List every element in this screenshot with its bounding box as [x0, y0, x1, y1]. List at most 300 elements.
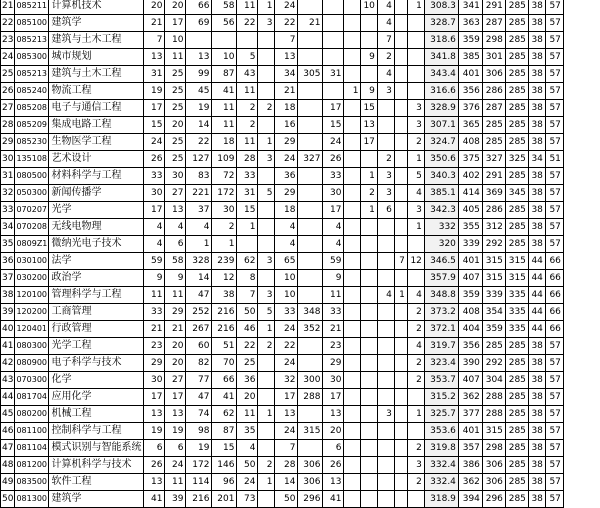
- value-cell: 13: [275, 406, 298, 423]
- value-cell: 13: [323, 474, 344, 491]
- major-name-cell: 控制科学与工程: [49, 423, 144, 440]
- value-cell: 316.6: [424, 83, 458, 100]
- major-name-cell: 法学: [49, 253, 144, 270]
- value-cell: 57: [545, 185, 563, 202]
- value-cell: 2: [377, 151, 394, 168]
- value-cell: 287: [482, 100, 505, 117]
- table-row: [1, 355, 564, 372]
- value-cell: 24: [165, 457, 186, 474]
- value-cell: 38: [528, 423, 545, 440]
- major-name-cell: 计算机科学与技术: [49, 457, 144, 474]
- value-cell: [344, 32, 361, 49]
- major-name-cell: 光学工程: [49, 338, 144, 355]
- value-cell: 301: [482, 49, 505, 66]
- major-name-cell: 生物医学工程: [49, 134, 144, 151]
- value-cell: 38: [528, 440, 545, 457]
- value-cell: 363: [458, 15, 482, 32]
- value-cell: 3: [407, 457, 424, 474]
- major-code-cell: 085208: [15, 100, 49, 117]
- value-cell: 38: [528, 491, 545, 508]
- value-cell: 315: [482, 270, 505, 287]
- value-cell: 292: [482, 236, 505, 253]
- value-cell: 44: [528, 304, 545, 321]
- value-cell: 359: [482, 321, 505, 338]
- value-cell: 298: [482, 32, 505, 49]
- value-cell: 4: [377, 15, 394, 32]
- value-cell: 292: [482, 355, 505, 372]
- value-cell: 353.7: [424, 372, 458, 389]
- major-code-cell: 085300: [15, 49, 49, 66]
- table-row: [1, 287, 564, 304]
- value-cell: 9: [361, 83, 377, 100]
- value-cell: 74: [186, 406, 212, 423]
- value-cell: 57: [545, 134, 563, 151]
- value-cell: [394, 134, 407, 151]
- value-cell: [394, 321, 407, 338]
- value-cell: 57: [545, 202, 563, 219]
- value-cell: 6: [144, 440, 165, 457]
- value-cell: 24: [275, 321, 298, 338]
- value-cell: 38: [528, 66, 545, 83]
- value-cell: 1: [258, 321, 275, 338]
- value-cell: 7: [275, 32, 298, 49]
- value-cell: 28: [275, 457, 298, 474]
- value-cell: 372.1: [424, 321, 458, 338]
- value-cell: 285: [505, 117, 528, 134]
- value-cell: 3: [377, 168, 394, 185]
- value-cell: 13: [275, 49, 298, 66]
- value-cell: [258, 372, 275, 389]
- value-cell: 66: [545, 304, 563, 321]
- value-cell: 332: [424, 219, 458, 236]
- value-cell: 25: [165, 100, 186, 117]
- value-cell: 57: [545, 457, 563, 474]
- value-cell: [298, 287, 323, 304]
- value-cell: 15: [237, 202, 258, 219]
- value-cell: 25: [237, 355, 258, 372]
- value-cell: 38: [528, 372, 545, 389]
- value-cell: 57: [545, 168, 563, 185]
- value-cell: 318.6: [424, 32, 458, 49]
- value-cell: [344, 49, 361, 66]
- value-cell: 66: [212, 372, 237, 389]
- value-cell: 29: [275, 185, 298, 202]
- value-cell: 304: [482, 372, 505, 389]
- value-cell: 30: [144, 185, 165, 202]
- value-cell: 62: [212, 406, 237, 423]
- value-cell: 35: [237, 423, 258, 440]
- value-cell: 288: [482, 406, 505, 423]
- table-row: [1, 117, 564, 134]
- value-cell: 402: [458, 168, 482, 185]
- value-cell: 352: [298, 321, 323, 338]
- value-cell: 15: [323, 117, 344, 134]
- major-code-cell: 070300: [15, 372, 49, 389]
- value-cell: 22: [237, 338, 258, 355]
- table-row: [1, 219, 564, 236]
- value-cell: 13: [165, 202, 186, 219]
- value-cell: 51: [545, 151, 563, 168]
- value-cell: [377, 372, 394, 389]
- value-cell: 57: [545, 355, 563, 372]
- value-cell: 3: [377, 185, 394, 202]
- value-cell: [407, 423, 424, 440]
- value-cell: 5: [258, 304, 275, 321]
- value-cell: 11: [165, 287, 186, 304]
- value-cell: 6: [323, 440, 344, 457]
- value-cell: [344, 270, 361, 287]
- value-cell: 312: [482, 219, 505, 236]
- value-cell: 325: [505, 151, 528, 168]
- value-cell: 291: [482, 168, 505, 185]
- value-cell: 285: [505, 423, 528, 440]
- value-cell: 285: [505, 406, 528, 423]
- value-cell: 350.6: [424, 151, 458, 168]
- value-cell: [258, 270, 275, 287]
- value-cell: 5: [237, 49, 258, 66]
- major-code-cell: 080900: [15, 355, 49, 372]
- value-cell: [344, 202, 361, 219]
- value-cell: 7: [377, 32, 394, 49]
- value-cell: 21: [323, 321, 344, 338]
- value-cell: 60: [186, 338, 212, 355]
- value-cell: 30: [323, 372, 344, 389]
- value-cell: 291: [482, 0, 505, 15]
- value-cell: 407: [458, 372, 482, 389]
- value-cell: 66: [545, 270, 563, 287]
- value-cell: 15: [144, 117, 165, 134]
- value-cell: 4: [407, 185, 424, 202]
- value-cell: 70: [212, 355, 237, 372]
- value-cell: 285: [505, 0, 528, 15]
- value-cell: 386: [458, 457, 482, 474]
- major-code-cell: 0809Z1: [15, 236, 49, 253]
- value-cell: 38: [528, 49, 545, 66]
- value-cell: 341: [458, 0, 482, 15]
- value-cell: [394, 151, 407, 168]
- value-cell: 28: [237, 151, 258, 168]
- major-name-cell: 新闻传播学: [49, 185, 144, 202]
- value-cell: 82: [186, 355, 212, 372]
- table-row: [1, 66, 564, 83]
- major-name-cell: 化学: [49, 372, 144, 389]
- row-index-cell: 35: [1, 236, 15, 253]
- major-name-cell: 应用化学: [49, 389, 144, 406]
- value-cell: [394, 83, 407, 100]
- value-cell: 17: [144, 100, 165, 117]
- value-cell: 15: [212, 440, 237, 457]
- value-cell: 216: [212, 304, 237, 321]
- value-cell: [361, 440, 377, 457]
- value-cell: 300: [298, 372, 323, 389]
- value-cell: 1: [407, 0, 424, 15]
- value-cell: 377: [458, 406, 482, 423]
- value-cell: [344, 304, 361, 321]
- value-cell: 3: [258, 253, 275, 270]
- row-index-cell: 36: [1, 253, 15, 270]
- value-cell: [361, 236, 377, 253]
- major-code-cell: 081200: [15, 457, 49, 474]
- value-cell: [298, 117, 323, 134]
- value-cell: 25: [165, 83, 186, 100]
- value-cell: [394, 457, 407, 474]
- row-index-cell: 41: [1, 338, 15, 355]
- value-cell: [298, 32, 323, 49]
- major-name-cell: 集成电路工程: [49, 117, 144, 134]
- value-cell: 87: [212, 66, 237, 83]
- value-cell: 13: [144, 49, 165, 66]
- value-cell: [344, 134, 361, 151]
- value-cell: 1: [361, 202, 377, 219]
- value-cell: 44: [528, 270, 545, 287]
- table-row: [1, 321, 564, 338]
- value-cell: 57: [545, 15, 563, 32]
- value-cell: 98: [186, 423, 212, 440]
- value-cell: [394, 185, 407, 202]
- value-cell: [323, 0, 344, 15]
- value-cell: 1: [237, 219, 258, 236]
- value-cell: 57: [545, 83, 563, 100]
- value-cell: 172: [186, 457, 212, 474]
- value-cell: 38: [528, 117, 545, 134]
- value-cell: 13: [361, 117, 377, 134]
- value-cell: 4: [275, 219, 298, 236]
- value-cell: 17: [323, 100, 344, 117]
- value-cell: 43: [237, 66, 258, 83]
- value-cell: [377, 219, 394, 236]
- major-name-cell: 机械工程: [49, 406, 144, 423]
- value-cell: [394, 304, 407, 321]
- value-cell: 83: [186, 168, 212, 185]
- value-cell: 14: [186, 117, 212, 134]
- value-cell: 57: [545, 440, 563, 457]
- value-cell: 340.3: [424, 168, 458, 185]
- value-cell: [361, 338, 377, 355]
- value-cell: 2: [361, 185, 377, 202]
- value-cell: 38: [528, 100, 545, 117]
- value-cell: 51: [212, 338, 237, 355]
- value-cell: 1: [407, 406, 424, 423]
- value-cell: 394: [458, 491, 482, 508]
- value-cell: 2: [258, 338, 275, 355]
- value-cell: 327: [298, 151, 323, 168]
- major-name-cell: 建筑与土木工程: [49, 32, 144, 49]
- major-name-cell: 建筑与土木工程: [49, 66, 144, 83]
- value-cell: 308.3: [424, 0, 458, 15]
- value-cell: [298, 49, 323, 66]
- value-cell: [361, 219, 377, 236]
- value-cell: 288: [298, 389, 323, 406]
- value-cell: [361, 355, 377, 372]
- value-cell: [258, 355, 275, 372]
- value-cell: 2: [258, 100, 275, 117]
- value-cell: [298, 185, 323, 202]
- value-cell: 9: [323, 270, 344, 287]
- value-cell: 31: [237, 185, 258, 202]
- value-cell: 4: [165, 219, 186, 236]
- table-row: [1, 338, 564, 355]
- value-cell: 4: [323, 219, 344, 236]
- value-cell: 390: [458, 355, 482, 372]
- value-cell: 201: [212, 491, 237, 508]
- value-cell: 325.7: [424, 406, 458, 423]
- value-cell: 37: [186, 202, 212, 219]
- value-cell: 2: [237, 100, 258, 117]
- value-cell: 57: [545, 389, 563, 406]
- value-cell: [407, 66, 424, 83]
- value-cell: 7: [237, 287, 258, 304]
- value-cell: 12: [407, 253, 424, 270]
- value-cell: 57: [545, 474, 563, 491]
- value-cell: 30: [165, 168, 186, 185]
- value-cell: 17: [275, 389, 298, 406]
- value-cell: [394, 32, 407, 49]
- value-cell: 315.2: [424, 389, 458, 406]
- value-cell: 285: [505, 389, 528, 406]
- row-index-cell: 24: [1, 49, 15, 66]
- value-cell: 20: [144, 0, 165, 15]
- value-cell: 315: [482, 253, 505, 270]
- value-cell: [258, 236, 275, 253]
- value-cell: [344, 491, 361, 508]
- value-cell: 401: [458, 66, 482, 83]
- value-cell: 405: [458, 202, 482, 219]
- value-cell: 1: [258, 134, 275, 151]
- value-cell: 96: [212, 474, 237, 491]
- value-cell: 24: [144, 134, 165, 151]
- value-cell: 69: [186, 15, 212, 32]
- value-cell: [298, 168, 323, 185]
- value-cell: 9: [361, 49, 377, 66]
- row-index-cell: 42: [1, 355, 15, 372]
- value-cell: 11: [144, 287, 165, 304]
- table-row: [1, 304, 564, 321]
- major-name-cell: 政治学: [49, 270, 144, 287]
- value-cell: 30: [323, 185, 344, 202]
- value-cell: [394, 406, 407, 423]
- row-index-cell: 31: [1, 168, 15, 185]
- value-cell: [344, 474, 361, 491]
- major-code-cell: 080500: [15, 168, 49, 185]
- value-cell: 285: [505, 15, 528, 32]
- major-code-cell: 081100: [15, 423, 49, 440]
- value-cell: 57: [545, 219, 563, 236]
- value-cell: 6: [165, 440, 186, 457]
- value-cell: 1: [258, 474, 275, 491]
- value-cell: 20: [165, 338, 186, 355]
- value-cell: 369: [482, 185, 505, 202]
- value-cell: 62: [237, 253, 258, 270]
- value-cell: 10: [165, 32, 186, 49]
- value-cell: 239: [212, 253, 237, 270]
- value-cell: [394, 372, 407, 389]
- value-cell: 11: [237, 0, 258, 15]
- value-cell: 17: [323, 202, 344, 219]
- value-cell: [394, 389, 407, 406]
- value-cell: [361, 406, 377, 423]
- value-cell: [344, 321, 361, 338]
- value-cell: 10: [361, 0, 377, 15]
- value-cell: 21: [144, 321, 165, 338]
- value-cell: 33: [144, 168, 165, 185]
- value-cell: 339: [482, 287, 505, 304]
- value-cell: 285: [505, 219, 528, 236]
- value-cell: 328.9: [424, 100, 458, 117]
- value-cell: 357.9: [424, 270, 458, 287]
- table-row: [1, 134, 564, 151]
- value-cell: [344, 287, 361, 304]
- value-cell: [258, 389, 275, 406]
- table-body: [1, 0, 564, 508]
- value-cell: 46: [237, 321, 258, 338]
- value-cell: 306: [298, 474, 323, 491]
- value-cell: 1: [186, 236, 212, 253]
- value-cell: 286: [482, 202, 505, 219]
- value-cell: [258, 66, 275, 83]
- value-cell: 65: [275, 253, 298, 270]
- table-row: [1, 32, 564, 49]
- value-cell: 58: [212, 0, 237, 15]
- value-cell: 57: [545, 49, 563, 66]
- value-cell: 3: [407, 117, 424, 134]
- value-cell: [323, 49, 344, 66]
- value-cell: 38: [528, 134, 545, 151]
- major-name-cell: 软件工程: [49, 474, 144, 491]
- value-cell: 10: [275, 287, 298, 304]
- value-cell: 348.8: [424, 287, 458, 304]
- value-cell: 6: [165, 236, 186, 253]
- row-index-cell: 40: [1, 321, 15, 338]
- value-cell: 38: [528, 236, 545, 253]
- value-cell: 9: [165, 270, 186, 287]
- value-cell: 8: [237, 270, 258, 287]
- value-cell: [394, 423, 407, 440]
- row-index-cell: 49: [1, 474, 15, 491]
- value-cell: 66: [545, 253, 563, 270]
- value-cell: [298, 253, 323, 270]
- value-cell: 341.8: [424, 49, 458, 66]
- row-index-cell: 23: [1, 32, 15, 49]
- table-row: [1, 0, 564, 15]
- value-cell: 109: [212, 151, 237, 168]
- value-cell: 34: [275, 66, 298, 83]
- value-cell: [323, 32, 344, 49]
- value-cell: 17: [144, 389, 165, 406]
- value-cell: 45: [186, 83, 212, 100]
- value-cell: [298, 83, 323, 100]
- value-cell: 414: [458, 185, 482, 202]
- table-row: [1, 49, 564, 66]
- value-cell: [344, 440, 361, 457]
- value-cell: 25: [165, 66, 186, 83]
- value-cell: 319.7: [424, 338, 458, 355]
- value-cell: 11: [212, 117, 237, 134]
- value-cell: 20: [165, 0, 186, 15]
- row-index-cell: 22: [1, 15, 15, 32]
- major-name-cell: 建筑学: [49, 15, 144, 32]
- value-cell: 38: [528, 83, 545, 100]
- value-cell: 385: [458, 49, 482, 66]
- value-cell: [258, 491, 275, 508]
- value-cell: [344, 15, 361, 32]
- major-code-cell: 120200: [15, 304, 49, 321]
- value-cell: [344, 457, 361, 474]
- value-cell: 38: [528, 202, 545, 219]
- value-cell: 327: [482, 151, 505, 168]
- value-cell: 5: [407, 168, 424, 185]
- major-name-cell: 光学: [49, 202, 144, 219]
- value-cell: [394, 491, 407, 508]
